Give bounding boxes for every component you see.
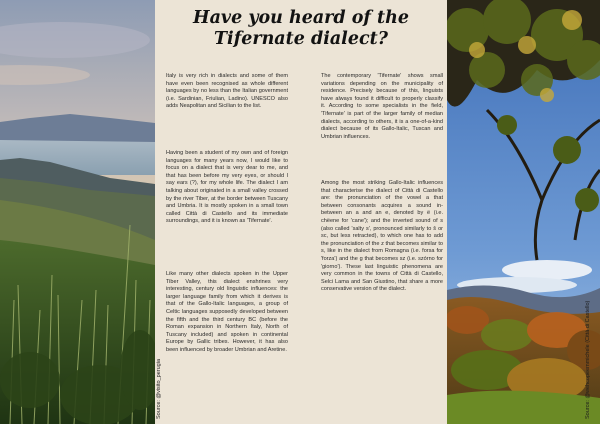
article-panel (155, 0, 447, 424)
paragraph-contemporary: The contemporary 'Tifernate' shows small variations depending on the municipality of residence. Precisely because of this, linguists have always found it difficult to properly classify it. According to some specialists in the field, 'Tifernate' is part of the larger family of median dialects, according to others, it is a one-of-a-kind dialect because of its Gallo-Italic, Tuscan and Umbrian influences. (321, 73, 443, 140)
photo-credit-left: Source: @visito_perugia (156, 358, 162, 419)
paragraph-influences: Among the most striking Gallo-Italic influences that characterise the dialect of Città di Castello are: the pronunciation of the vowel a that between consonants acquires a sound in-between an a and an e, denoted by ë (i.e. chëene for 'cane'); and the inverted sound of s (also called 'salty s', pronounced similarly to š or sc, but less retracted), to which one has to add the pronunciation of the z that becomes similar to s, like in the dialect from Romagna (i.e. forsa for 'forza') and the g that becomes sz (i.e. szórno for 'giorno'). These last linguistic phenomena are very common in the towns of Città di Castello, Selci Lama and San Giustino, that share a more conservative version of the dialect. (321, 180, 443, 293)
paragraph-intro: Italy is very rich in dialects and some of them have even been recognised as whole different languages by no less than the Italian government (i.e. Sardinian, Friulian, Ladino). UNESCO also adds Neapolitan and Sicilian to the list. (166, 73, 288, 110)
title-line-1: Have you heard of the (193, 8, 409, 28)
photo-credit-right: Source: @wehcopeemmichele (Città di Castello) (585, 300, 591, 419)
autumn-valley-photo (447, 0, 600, 424)
title-line-2: Tifernate dialect? (214, 29, 388, 49)
lake-landscape-photo (0, 0, 155, 424)
paragraph-gallo-italic: Like many other dialects spoken in the Upper Tiber Valley, this dialect enshrines very interesting, century old linguistic influences: the larger language family from which it derives is that of the Gallo-Italic languages, a group of Celtic languages supposedly developed between the fifth and the third century BC (before the Roman expansion in Northern Italy, North of Tuscany included) and spoken in continental Europe by Gallic tribes. However, it has also been influenced by broader Umbrian and Aretine. (166, 271, 288, 353)
article-title (155, 8, 447, 50)
paragraph-personal: Having been a student of my own and of foreign languages for many years now, I would like to focus on a dialect that is very dear to me, and that has been before my very eyes, or should I say ears (?), for my whole life. The dialect I am talking about originated in a small valley crossed by the river Tiber, at the border between Tuscany and Umbria. It is mostly spoken in a small town called Città di Castello and its immediate surroundings, and it is known as 'Tifernate'. (166, 150, 288, 225)
